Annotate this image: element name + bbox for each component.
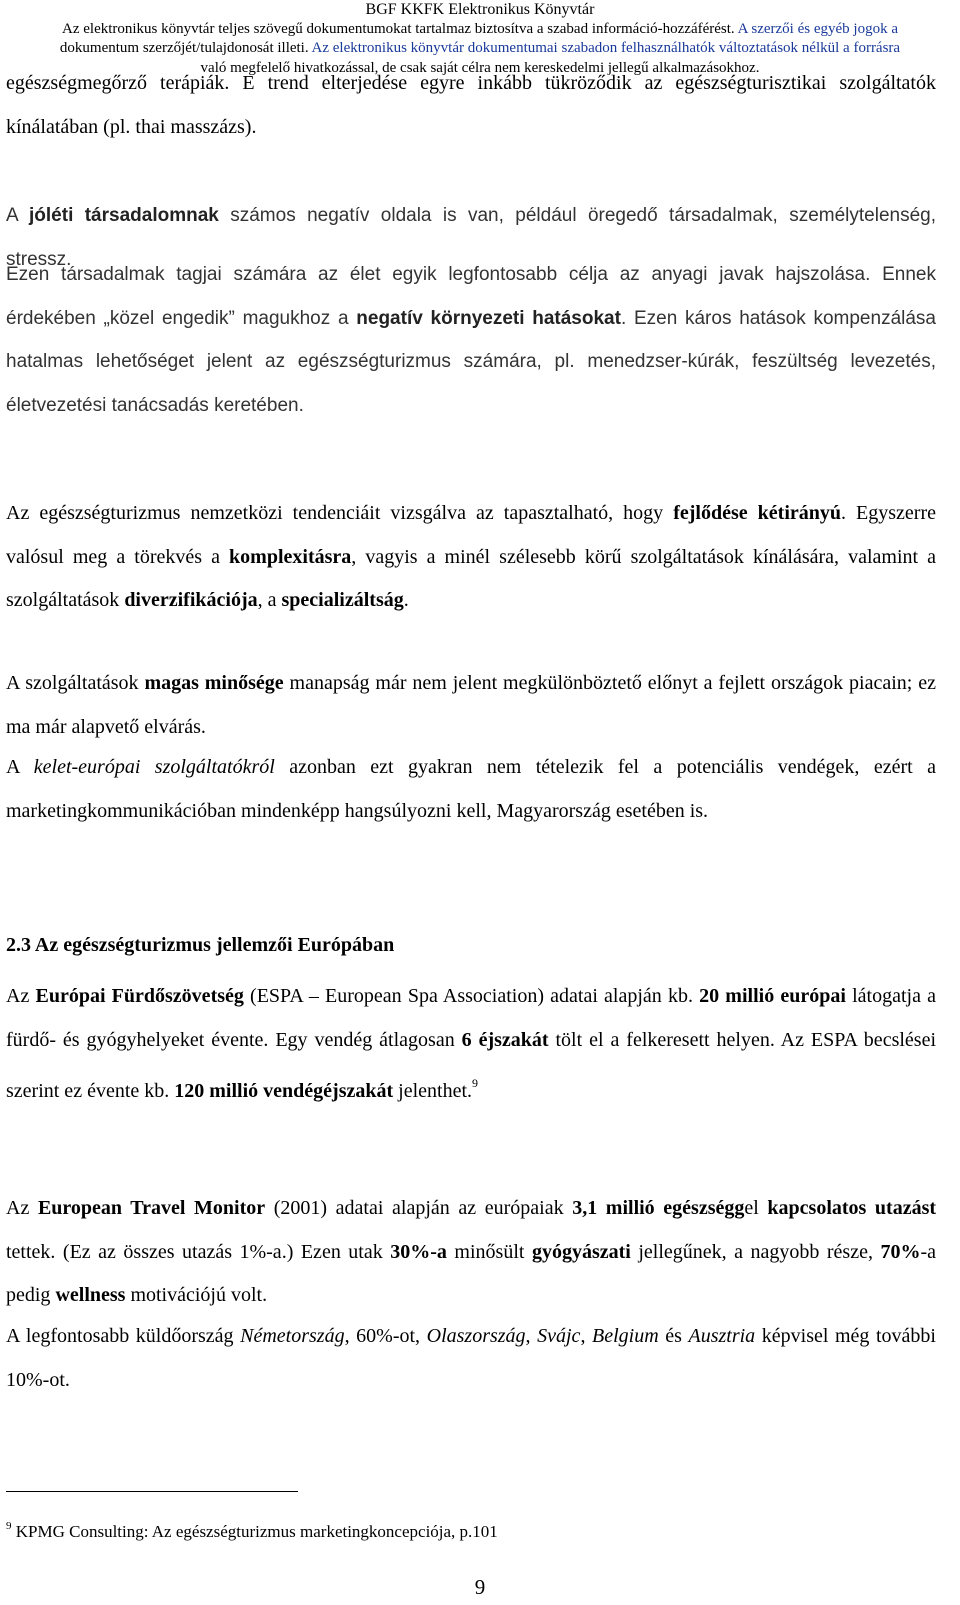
header-line-3: való megfelelő hivatkozással, de csak saját célra nem kereskedelmi jellegű alkalmazásokhoz. — [200, 59, 760, 76]
paragraph-welfare-society: A jóléti társadalomnak számos negatív oldala is van, például öregedő társadalmak, személytelenség, stressz. — [6, 205, 937, 270]
footnote-number: 9 — [6, 1520, 12, 1532]
section-heading: 2.3 Az egészségturizmus jellemzői Európában — [6, 934, 395, 956]
header-title: BGF KKFK Elektronikus Könyvtár — [365, 1, 595, 18]
header-line-1: Az elektronikus könyvtár teljes szövegű dokumentumokat tartalmaz biztosítva a szabad információ-hozzáférést. A szerzői és egyéb jogok a — [62, 20, 898, 37]
footnote — [6, 1515, 498, 1543]
header-line-2: dokumentum szerzőjét/tulajdonosát illeti. Az elektronikus könyvtár dokumentumai szabadon felhasználhatók változtatások nélkül a forrásra — [59, 40, 901, 56]
footnote-text: KPMG Consulting: Az egészségturizmus marketingkoncepciója, p.101 — [11, 1522, 498, 1541]
paragraph-travel-monitor: Az European Travel Monitor (2001) adatai alapján az európaiak 3,1 millió egészséggel kapcsolatos utazást tettek. (Ez az összes utazás 1%-a.) Ezen utak 30%-a minősült gyógyászati jellegűnek, a nagyobb része, 70%-a pedig wellness motivációjú volt. — [6, 1197, 937, 1306]
footnote-divider — [6, 1491, 298, 1492]
paragraph-negative-effects: Ezen társadalmak tagjai számára az élet egyik legfontosabb célja az anyagi javak hajszolása. Ennek érdekében „közel engedik” magukhoz a negatív környezeti hatásokat. Ezen káros hatások kompenzálása hatalmas lehetőséget jelent az egészségturizmus számára, pl. menedzser-kúrák, feszültség levezetés, életvezetési tanácsadás keretében. — [6, 264, 936, 416]
page-number: 9 — [474, 1575, 486, 1599]
paragraph-eastern-providers: A kelet-európai szolgáltatókról azonban ezt gyakran nem tételezik fel a potenciális vendégek, ezért a marketingkommunikációban mindenképp hangsúlyozni kell, Magyarország esetében is. — [6, 756, 936, 822]
paragraph-espa: Az Európai Fürdőszövetség (ESPA – European Spa Association) adatai alapján kb. 20 millió európai látogatja a fürdő- és gyógyhelyeket évente. Egy vendég átlagosan 6 éjszakát tölt el a felkeresett helyen. Az ESPA becslései szerint ez évente kb. 120 millió vendégéjszakát jelenthet.$^9$ — [6, 985, 936, 1102]
footnote-reference: 9 — [472, 1076, 478, 1090]
paragraph-quality: A szolgáltatások magas minősége manapság már nem jelent megkülönböztető előnyt a fejlett országok piacain; ez ma már alapvető elvárás. — [6, 672, 937, 738]
paragraph-therapies: egészségmegőrző terápiák. E trend elterjedése egyre inkább tükröződik az egészségturisztikai szolgáltatók kínálatában (pl. thai masszázs). — [6, 72, 936, 138]
paragraph-trends: Az egészségturizmus nemzetközi tendenciáit vizsgálva az tapasztalható, hogy fejlődése kétirányú. Egyszerre valósul meg a törekvés a komplexitásra, vagyis a minél szélesebb körű szolgáltatások kínálására, valamint a szolgáltatások diverzifikációja, a specializáltság. — [6, 502, 937, 611]
paragraph-source-countries: A legfontosabb küldőország Németország, 60%-ot, Olaszország, Svájc, Belgium és Ausztria képvisel még további 10%-ot. — [6, 1325, 936, 1391]
